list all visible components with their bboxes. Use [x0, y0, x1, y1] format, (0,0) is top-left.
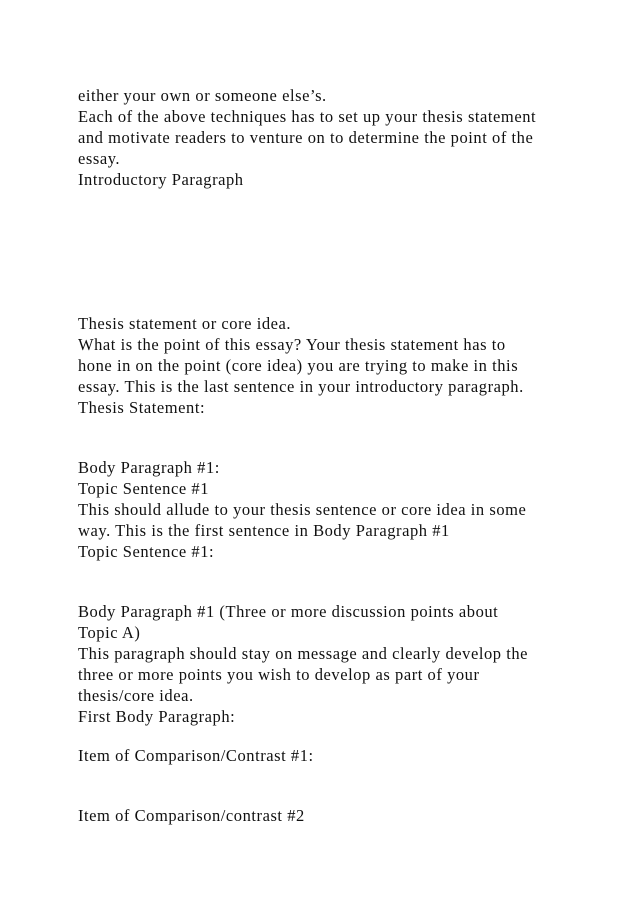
- text-line-first-sentence: way. This is the first sentence in Body Paragraph #1: [78, 521, 450, 540]
- text-line-each-of-the-above: Each of the above techniques has to set up your thesis statement: [78, 107, 537, 126]
- text-line-essay: essay.: [78, 149, 121, 168]
- label-thesis-statement: Thesis Statement:: [78, 398, 206, 417]
- text-line-stay-on-message: This paragraph should stay on message and clearly develop the: [78, 644, 529, 663]
- text-line-and-motivate-readers: and motivate readers to venture on to determine the point of the: [78, 128, 534, 147]
- text-line-hone-in: hone in on the point (core idea) you are trying to make in this: [78, 356, 519, 375]
- label-topic-sentence-1: Topic Sentence #1:: [78, 542, 215, 561]
- text-line-what-is-the-point: What is the point of this essay? Your thesis statement has to: [78, 335, 506, 354]
- text-line-topic-a: Topic A): [78, 623, 141, 642]
- heading-body-paragraph-1: Body Paragraph #1:: [78, 458, 220, 477]
- text-line-either-your-own: either your own or someone else’s.: [78, 86, 327, 105]
- heading-body-paragraph-1-discussion: Body Paragraph #1 (Three or more discussion points about: [78, 602, 499, 621]
- text-line-three-or-more-points: three or more points you wish to develop as part of your: [78, 665, 480, 684]
- text-line-thesis-core-idea: thesis/core idea.: [78, 686, 194, 705]
- text-line-should-allude: This should allude to your thesis sentence or core idea in some: [78, 500, 527, 519]
- label-item-of-comparison-2: Item of Comparison/contrast #2: [78, 806, 305, 825]
- label-first-body-paragraph: First Body Paragraph:: [78, 707, 236, 726]
- heading-thesis-statement-or-core-idea: Thesis statement or core idea.: [78, 314, 292, 333]
- text-line-last-sentence: essay. This is the last sentence in your introductory paragraph.: [78, 377, 524, 396]
- heading-introductory-paragraph: Introductory Paragraph: [78, 170, 244, 189]
- label-item-of-comparison-1: Item of Comparison/Contrast #1:: [78, 746, 314, 765]
- heading-topic-sentence-1: Topic Sentence #1: [78, 479, 209, 498]
